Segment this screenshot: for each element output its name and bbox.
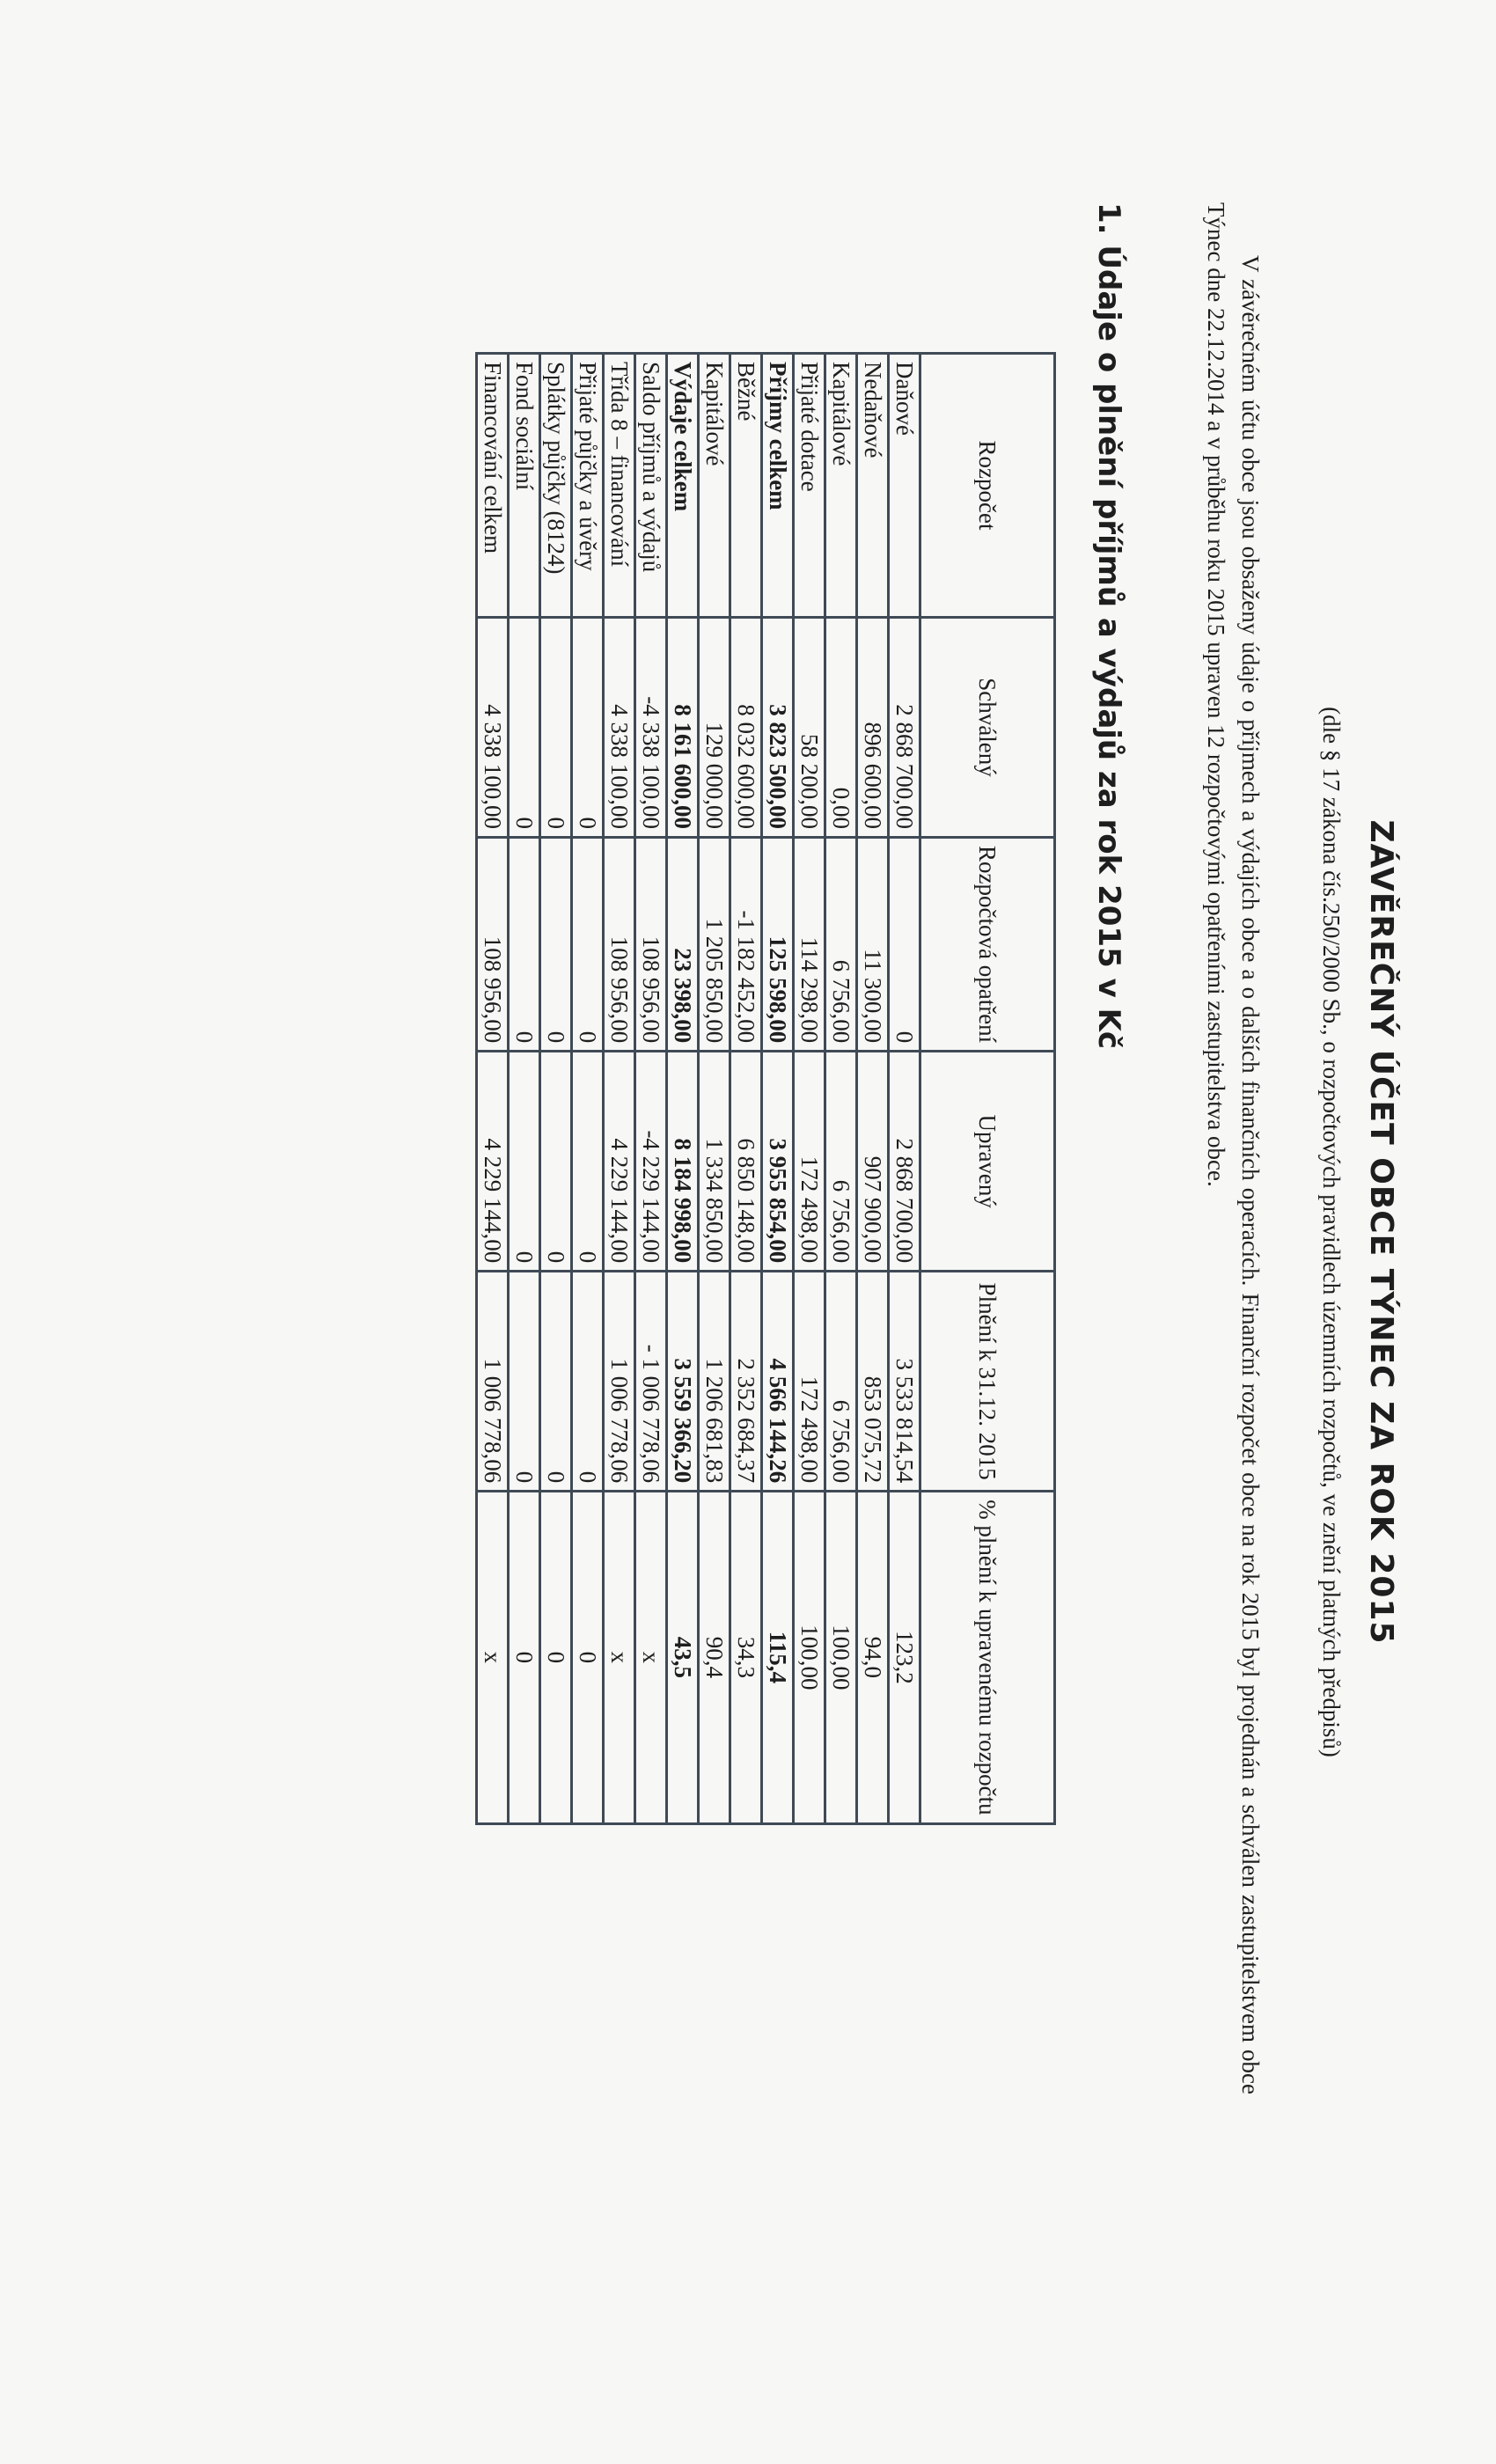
cell-plneni: 4 566 144,26 (762, 1272, 794, 1492)
cell-schvaleny: 4 338 100,00 (477, 618, 509, 838)
document-title: ZÁVĚREČNÝ ÚČET OBCE TÝNEC ZA ROK 2015 (1363, 819, 1399, 1645)
row-label: Nedaňové (857, 354, 889, 618)
cell-upraveny: 2 868 700,00 (889, 1052, 920, 1272)
cell-plneni: 0 (572, 1272, 604, 1492)
cell-opatreni: 6 756,00 (825, 838, 857, 1052)
header-plneni: Plnění k 31.12. 2015 (920, 1272, 1055, 1492)
row-label: Přijaté půjčky a úvěry (572, 354, 604, 618)
document-subtitle: (dle § 17 zákona čís.250/2000 Sb., o rozpočtových pravidlech územních rozpočtů, ve znění platných předpisů) (1318, 707, 1345, 1757)
cell-opatreni: 23 398,00 (667, 838, 699, 1052)
cell-upraveny: 6 756,00 (825, 1052, 857, 1272)
cell-opatreni: 125 598,00 (762, 838, 794, 1052)
cell-opatreni: 0 (509, 838, 540, 1052)
cell-plneni: 2 352 684,37 (730, 1272, 762, 1492)
cell-upraveny: 1 334 850,00 (699, 1052, 730, 1272)
table-row (635, 354, 667, 1824)
table-header-row (920, 354, 1055, 1824)
cell-opatreni: 0 (889, 838, 920, 1052)
row-label: Daňové (889, 354, 920, 618)
cell-plneni: 1 006 778,06 (477, 1272, 509, 1492)
row-label: Výdaje celkem (667, 354, 699, 618)
cell-procento: 115,4 (762, 1492, 794, 1823)
table-row (477, 354, 509, 1824)
cell-plneni: 1 006 778,06 (604, 1272, 635, 1492)
table-row (699, 354, 730, 1824)
cell-schvaleny: 3 823 500,00 (762, 618, 794, 838)
cell-procento: 0 (509, 1492, 540, 1823)
row-label: Kapitálové (699, 354, 730, 618)
cell-schvaleny: 58 200,00 (794, 618, 825, 838)
intro-text: V závěrečném účtu obce jsou obsaženy údaje o příjmech a výdajích obce a o dalších finančních operacích. Finanční rozpočet obce na rok 2015 byl projednán a schválen zastupitelstvem obce Týnec dne 22.12.2014 a v průběhu roku 2015 upraven 12 rozpočtovými opatřeními zastupitelstva obce. (1202, 202, 1264, 2094)
table-row (604, 354, 635, 1824)
cell-plneni: 0 (509, 1272, 540, 1492)
cell-opatreni: 108 956,00 (635, 838, 667, 1052)
cell-upraveny: 0 (572, 1052, 604, 1272)
cell-schvaleny: 896 600,00 (857, 618, 889, 838)
cell-opatreni: 0 (572, 838, 604, 1052)
cell-opatreni: 108 956,00 (477, 838, 509, 1052)
row-label: Splátky půjčky (8124) (540, 354, 572, 618)
cell-plneni: - 1 006 778,06 (635, 1272, 667, 1492)
cell-plneni: 3 533 814,54 (889, 1272, 920, 1492)
cell-procento: 90,4 (699, 1492, 730, 1823)
cell-schvaleny: 4 338 100,00 (604, 618, 635, 838)
table-row (509, 354, 540, 1824)
cell-procento: 0 (572, 1492, 604, 1823)
row-label: Kapitálové (825, 354, 857, 618)
cell-plneni: 853 075,72 (857, 1272, 889, 1492)
cell-upraveny: 172 498,00 (794, 1052, 825, 1272)
cell-upraveny: 907 900,00 (857, 1052, 889, 1272)
cell-plneni: 3 559 366,20 (667, 1272, 699, 1492)
cell-procento: 100,00 (825, 1492, 857, 1823)
row-label: Financování celkem (477, 354, 509, 618)
header-procento-plneni: % plnění k upravenému rozpočtu (920, 1492, 1055, 1823)
section-heading: 1. Údaje o plnění příjmů a výdajů za rok 2015 v Kč (1091, 202, 1126, 1050)
header-upraveny: Upravený (920, 1052, 1055, 1272)
table-row (572, 354, 604, 1824)
header-rozpocet: Rozpočet (920, 354, 1055, 618)
cell-plneni: 0 (540, 1272, 572, 1492)
row-label: Saldo příjmů a výdajů (635, 354, 667, 618)
table-row (889, 354, 920, 1824)
cell-upraveny: 0 (540, 1052, 572, 1272)
cell-procento: 123,2 (889, 1492, 920, 1823)
cell-upraveny: 0 (509, 1052, 540, 1272)
cell-upraveny: 4 229 144,00 (604, 1052, 635, 1272)
cell-upraveny: 3 955 854,00 (762, 1052, 794, 1272)
cell-procento: 43,5 (667, 1492, 699, 1823)
table-body (477, 354, 920, 1824)
cell-opatreni: 0 (540, 838, 572, 1052)
cell-upraveny: -4 229 144,00 (635, 1052, 667, 1272)
cell-schvaleny: 2 868 700,00 (889, 618, 920, 838)
header-schvaleny: Schválený (920, 618, 1055, 838)
cell-plneni: 6 756,00 (825, 1272, 857, 1492)
cell-procento: x (477, 1492, 509, 1823)
row-label: Příjmy celkem (762, 354, 794, 618)
budget-table (475, 352, 1056, 1825)
table-row (762, 354, 794, 1824)
cell-plneni: 1 206 681,83 (699, 1272, 730, 1492)
cell-opatreni: -1 182 452,00 (730, 838, 762, 1052)
cell-procento: x (604, 1492, 635, 1823)
cell-schvaleny: 129 000,00 (699, 618, 730, 838)
cell-procento: 100,00 (794, 1492, 825, 1823)
table-row (667, 354, 699, 1824)
header-rozpoctova-opatreni: Rozpočtová opatření (920, 838, 1055, 1052)
cell-opatreni: 114 298,00 (794, 838, 825, 1052)
row-label: Běžné (730, 354, 762, 618)
cell-procento: 94,0 (857, 1492, 889, 1823)
cell-opatreni: 11 300,00 (857, 838, 889, 1052)
table-row (540, 354, 572, 1824)
row-label: Třída 8 – financování (604, 354, 635, 618)
cell-schvaleny: -4 338 100,00 (635, 618, 667, 838)
table-row (825, 354, 857, 1824)
table-row (857, 354, 889, 1824)
cell-schvaleny: 8 032 600,00 (730, 618, 762, 838)
table-row (730, 354, 762, 1824)
cell-schvaleny: 0,00 (825, 618, 857, 838)
row-label: Fond sociální (509, 354, 540, 618)
cell-schvaleny: 0 (572, 618, 604, 838)
cell-opatreni: 1 205 850,00 (699, 838, 730, 1052)
cell-schvaleny: 0 (509, 618, 540, 838)
cell-plneni: 172 498,00 (794, 1272, 825, 1492)
cell-procento: 34,3 (730, 1492, 762, 1823)
cell-opatreni: 108 956,00 (604, 838, 635, 1052)
cell-upraveny: 4 229 144,00 (477, 1052, 509, 1272)
intro-paragraph (1199, 202, 1267, 2094)
table-row (794, 354, 825, 1824)
cell-procento: x (635, 1492, 667, 1823)
cell-upraveny: 8 184 998,00 (667, 1052, 699, 1272)
cell-procento: 0 (540, 1492, 572, 1823)
row-label: Přijaté dotace (794, 354, 825, 618)
cell-schvaleny: 8 161 600,00 (667, 618, 699, 838)
cell-upraveny: 6 850 148,00 (730, 1052, 762, 1272)
cell-schvaleny: 0 (540, 618, 572, 838)
